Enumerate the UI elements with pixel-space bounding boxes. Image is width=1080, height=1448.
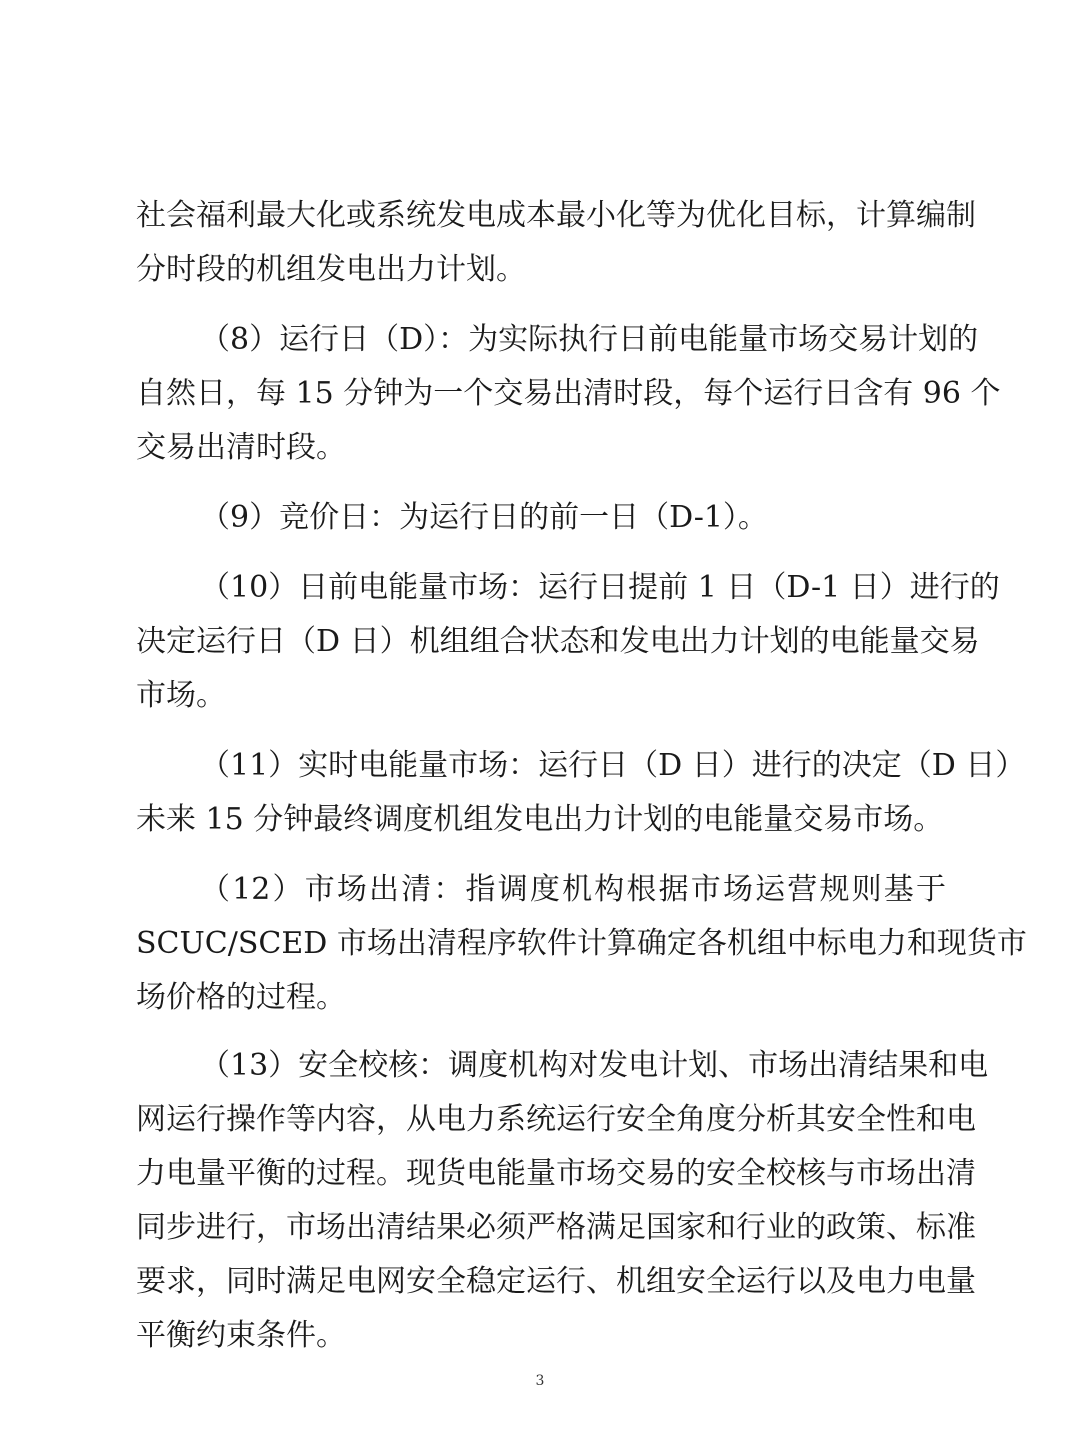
page-number: 3 bbox=[535, 1373, 545, 1389]
text-line: 场价格的过程。 bbox=[136, 980, 346, 1015]
text-line: SCUC/SCED 市场出清程序软件计算确定各机组中标电力和现货市 bbox=[136, 926, 1027, 961]
text-line: 决定运行日（D 日）机组组合状态和发电出力计划的电能量交易 bbox=[136, 624, 980, 659]
text-line: 网运行操作等内容，从电力系统运行安全角度分析其安全性和电 bbox=[136, 1102, 976, 1137]
text-line: 交易出清时段。 bbox=[136, 430, 346, 465]
text-line: 力电量平衡的过程。现货电能量市场交易的安全校核与市场出清 bbox=[136, 1156, 976, 1191]
text-line: 同步进行，市场出清结果必须严格满足国家和行业的政策、标准 bbox=[136, 1210, 976, 1245]
text-line: （11）实时电能量市场：运行日（D 日）进行的决定（D 日） bbox=[200, 748, 1026, 783]
text-line: （13）安全校核：调度机构对发电计划、市场出清结果和电 bbox=[200, 1048, 989, 1083]
text-line: （9）竞价日：为运行日的前一日（D-1）。 bbox=[200, 500, 768, 535]
text-line: 自然日，每 15 分钟为一个交易出清时段，每个运行日含有 96 个 bbox=[136, 376, 1001, 411]
text-line: 市场。 bbox=[136, 678, 226, 713]
text-line: 平衡约束条件。 bbox=[136, 1318, 346, 1353]
text-line: （8）运行日（D）：为实际执行日前电能量市场交易计划的 bbox=[200, 322, 979, 357]
text-line: 要求，同时满足电网安全稳定运行、机组安全运行以及电力电量 bbox=[136, 1264, 976, 1299]
text-line: 社会福利最大化或系统发电成本最小化等为优化目标，计算编制 bbox=[136, 198, 976, 233]
text-line: （12）市场出清：指调度机构根据市场运营规则基于 bbox=[200, 872, 946, 907]
text-line: 分时段的机组发电出力计划。 bbox=[136, 252, 526, 287]
text-line: （10）日前电能量市场：运行日提前 1 日（D-1 日）进行的 bbox=[200, 570, 1000, 605]
text-line: 未来 15 分钟最终调度机组发电出力计划的电能量交易市场。 bbox=[136, 802, 944, 837]
